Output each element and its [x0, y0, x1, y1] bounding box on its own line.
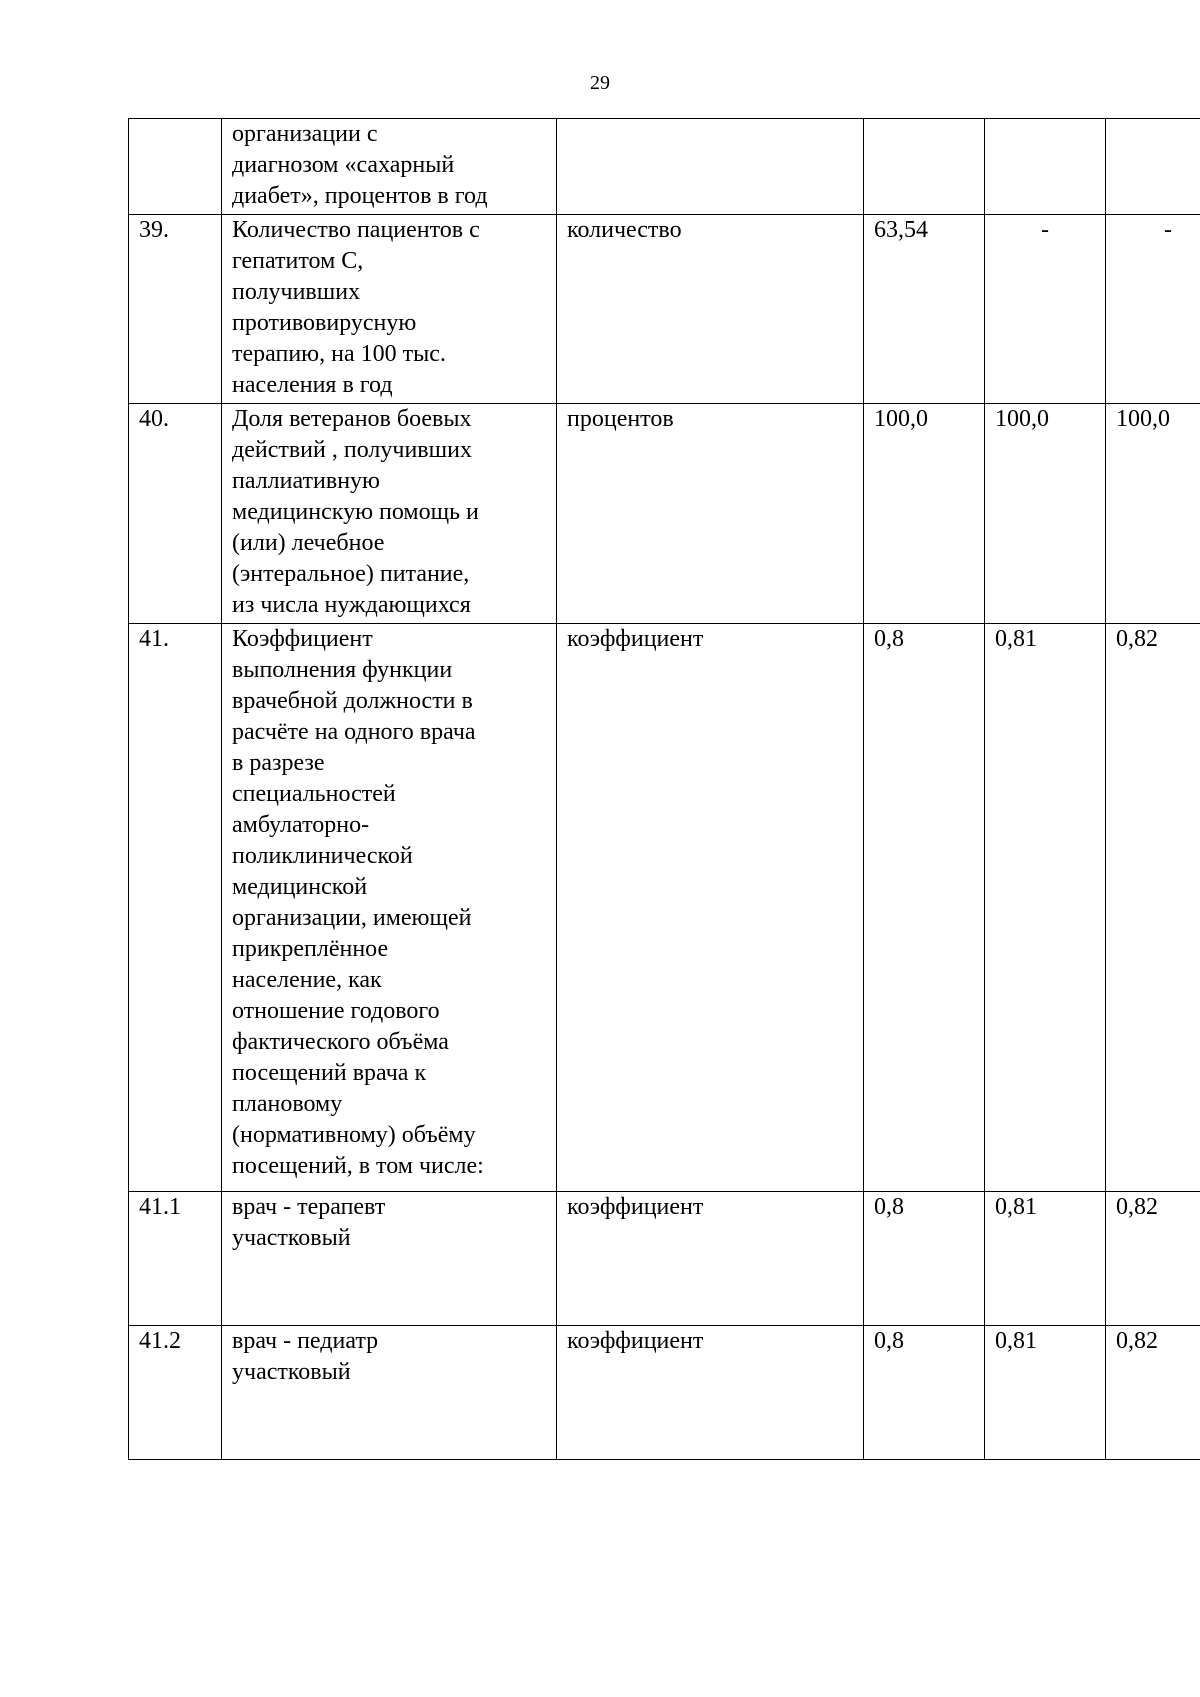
row-number-cell: 41.: [129, 624, 222, 1192]
indicator-name-line: (нормативному) объёму: [232, 1122, 476, 1148]
indicator-name-line: диабет», процентов в год: [232, 183, 488, 209]
value-year3-cell: 100,0: [1106, 404, 1200, 624]
indicator-name-line: паллиативную: [232, 468, 380, 494]
value-year1-cell: 0,8: [864, 624, 985, 1192]
indicator-name-line: выполнения функции: [232, 657, 453, 683]
row-number-cell: 41.2: [129, 1326, 222, 1460]
table-row: [129, 624, 1200, 1192]
indicator-name-line: в разрезе: [232, 750, 325, 776]
indicator-name-line: поликлинической: [232, 843, 413, 869]
indicator-name-line: из числа нуждающихся: [232, 592, 471, 618]
value-year2-cell: 100,0: [985, 404, 1106, 624]
indicator-name-line: участковый: [232, 1359, 351, 1385]
indicator-name-line: врач - педиатр: [232, 1328, 379, 1354]
indicator-name-line: Количество пациентов с: [232, 217, 480, 243]
indicator-name-line: медицинской: [232, 874, 368, 900]
page-number: 29: [590, 72, 610, 94]
indicator-name-line: противовирусную: [232, 310, 417, 336]
row-number-cell: [129, 119, 222, 215]
indicator-name-line: врач - терапевт: [232, 1194, 386, 1220]
indicator-name-line: фактического объёма: [232, 1029, 449, 1055]
unit-cell: количество: [557, 215, 864, 404]
indicator-name-line: Доля ветеранов боевых: [232, 406, 472, 432]
unit-cell: коэффициент: [557, 624, 864, 1192]
table-row: [129, 1326, 1200, 1460]
value-year3-cell: 0,82: [1106, 624, 1200, 1192]
indicator-name-line: прикреплённое: [232, 936, 389, 962]
value-year2-cell: 0,81: [985, 1192, 1106, 1326]
indicator-name-cell: [222, 215, 557, 404]
value-year3-cell: [1106, 119, 1200, 215]
indicator-name-line: амбулаторно-: [232, 812, 370, 838]
table-row: [129, 119, 1200, 215]
indicator-name-line: диагнозом «сахарный: [232, 152, 455, 178]
indicator-name-line: действий , получивших: [232, 437, 472, 463]
indicator-name-cell: [222, 1326, 557, 1460]
unit-cell: процентов: [557, 404, 864, 624]
indicator-name-line: Коэффициент: [232, 626, 373, 652]
value-year3-cell: 0,82: [1106, 1192, 1200, 1326]
value-year2-cell: [985, 119, 1106, 215]
value-year1-cell: 100,0: [864, 404, 985, 624]
indicator-name-cell: [222, 1192, 557, 1326]
value-year1-cell: 63,54: [864, 215, 985, 404]
value-year2-cell: 0,81: [985, 1326, 1106, 1460]
indicator-name-cell: [222, 624, 557, 1192]
unit-cell: коэффициент: [557, 1192, 864, 1326]
indicator-name-line: (или) лечебное: [232, 530, 385, 556]
row-number-cell: 39.: [129, 215, 222, 404]
indicator-name-line: отношение годового: [232, 998, 440, 1024]
indicator-name-line: гепатитом С,: [232, 248, 364, 274]
indicator-name-line: медицинскую помощь и: [232, 499, 479, 525]
indicator-name-line: врачебной должности в: [232, 688, 473, 714]
indicator-name-line: посещений, в том числе:: [232, 1153, 484, 1179]
value-year1-cell: 0,8: [864, 1326, 985, 1460]
indicator-name-line: получивших: [232, 279, 361, 305]
indicator-name-line: терапию, на 100 тыс.: [232, 341, 446, 367]
table-row: [129, 1192, 1200, 1326]
indicator-name-line: участковый: [232, 1225, 351, 1251]
indicator-name-line: (энтеральное) питание,: [232, 561, 470, 587]
table-row: [129, 215, 1200, 404]
unit-cell: коэффициент: [557, 1326, 864, 1460]
indicator-name-line: организации с: [232, 121, 378, 147]
indicator-name-line: плановому: [232, 1091, 343, 1117]
indicator-name-line: население, как: [232, 967, 382, 993]
table-row: [129, 404, 1200, 624]
indicator-name-line: посещений врача к: [232, 1060, 427, 1086]
indicator-name-line: специальностей: [232, 781, 396, 807]
indicator-name-line: расчёте на одного врача: [232, 719, 476, 745]
indicator-name-line: организации, имеющей: [232, 905, 472, 931]
value-year3-cell: -: [1106, 215, 1200, 404]
row-number-cell: 40.: [129, 404, 222, 624]
value-year2-cell: -: [985, 215, 1106, 404]
row-number-cell: 41.1: [129, 1192, 222, 1326]
unit-cell: [557, 119, 864, 215]
indicator-name-cell: [222, 404, 557, 624]
value-year1-cell: 0,8: [864, 1192, 985, 1326]
indicator-name-line: населения в год: [232, 372, 393, 398]
value-year1-cell: [864, 119, 985, 215]
value-year3-cell: 0,82: [1106, 1326, 1200, 1460]
indicator-name-cell: [222, 119, 557, 215]
indicators-table: [128, 118, 1200, 1460]
value-year2-cell: 0,81: [985, 624, 1106, 1192]
